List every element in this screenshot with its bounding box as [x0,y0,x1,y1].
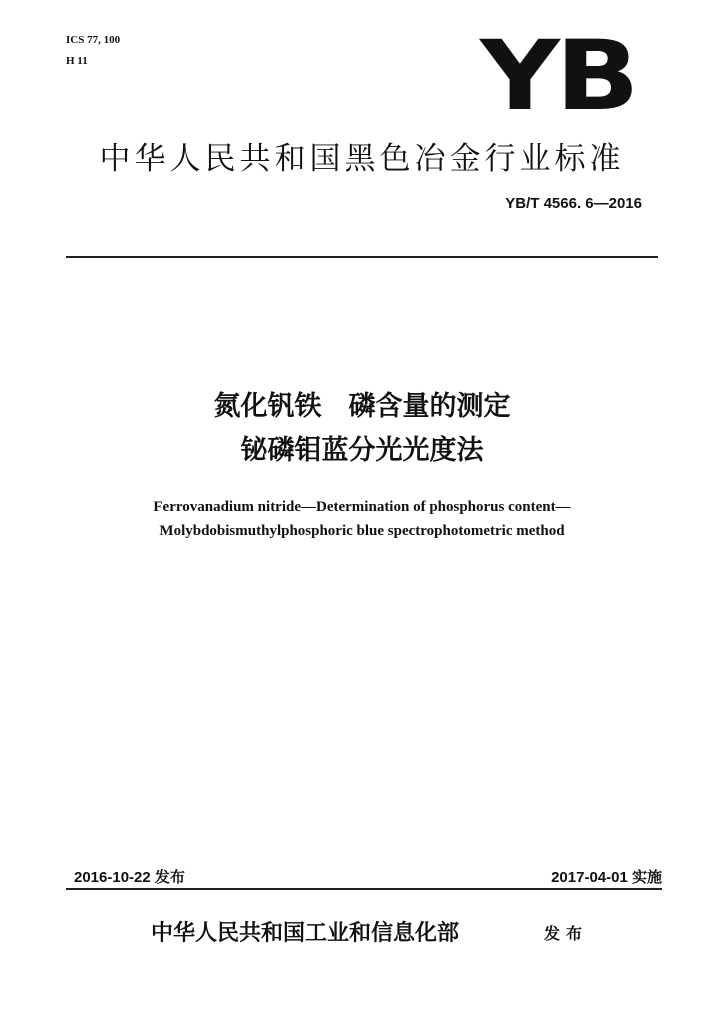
issuer-title: 中华人民共和国黑色冶金行业标准 [99,141,625,177]
title-en-line2: Molybdobismuthylphosphoric blue spectrophotometric method [159,523,565,539]
classification-codes [66,30,120,72]
title-english [0,495,724,543]
effective-date: 2017-04-01 实施 [551,869,662,886]
header-divider [66,256,658,258]
title-cn-line1: 氮化钒铁 磷含量的测定 [213,391,511,422]
publisher-name: 中华人民共和国工业和信息化部 [151,921,460,946]
ccs-code: H 11 [66,55,88,67]
publish-label: 发布 [544,924,589,943]
standard-number: YB/T 4566. 6—2016 [505,195,642,212]
footer-divider [66,888,662,890]
ics-code: ICS 77, 100 [66,34,121,46]
publish-date: 2016-10-22 发布 [74,869,185,886]
title-en-line1: Ferrovanadium nitride—Determination of phosphorus content— [153,499,571,515]
title-cn-line2: 铋磷钼蓝分光光度法 [240,435,484,466]
title-chinese [0,385,724,473]
yb-logo: YB [480,20,635,132]
